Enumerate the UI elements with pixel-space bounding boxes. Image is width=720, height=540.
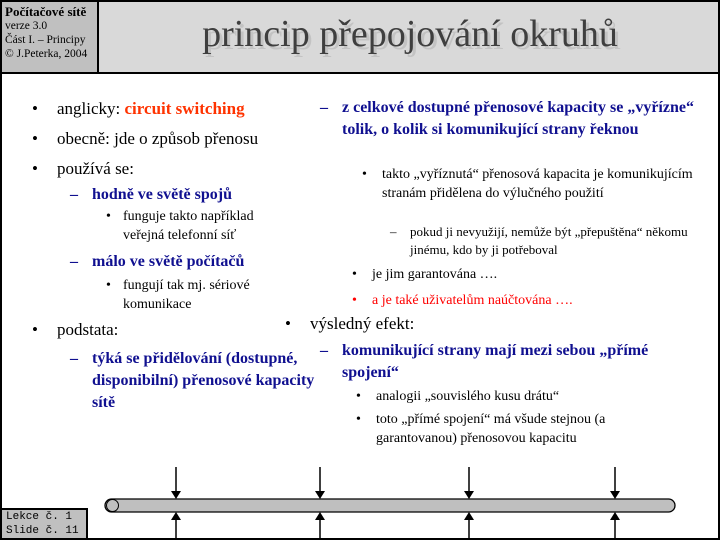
dash-icon: – — [70, 186, 78, 203]
down-arrow-head-icon — [610, 491, 620, 499]
dash-tyka-se-pridelovani — [70, 348, 327, 414]
footer-box — [2, 508, 88, 540]
dash-malo-ve-svete-pocitacu — [70, 251, 300, 273]
bullet-naúctovana — [352, 291, 682, 310]
dash-icon: – — [320, 99, 328, 116]
item-text: analogii „souvislého kusu drátu“ — [376, 389, 560, 404]
item-text: komunikující strany mají mezi sebou „přímé spojení“ — [342, 342, 649, 381]
item-text: hodně ve světě spojů — [92, 186, 233, 203]
bullet-funguji-tak — [106, 276, 298, 314]
course-version: verze 3.0 — [5, 20, 48, 32]
dash-pokud-ji-nevyuziji — [390, 223, 705, 259]
bullet-pouziva-se — [32, 158, 292, 179]
bullet-icon: • — [32, 320, 38, 339]
dash-icon: – — [320, 342, 328, 359]
pipe — [105, 499, 675, 512]
bullet-icon: • — [285, 314, 291, 333]
bullet-icon: • — [362, 167, 367, 182]
bullet-icon: • — [356, 412, 361, 427]
bullet-obecne — [32, 128, 312, 149]
course-info-box — [2, 2, 99, 74]
bullet-analogii-dratu — [356, 387, 696, 406]
bullet-funguje-takto — [106, 207, 298, 245]
item-text: a je také uživatelům naúčtována …. — [372, 293, 573, 308]
footer-slide-number: Slide č. 11 — [6, 524, 79, 537]
bullet-icon: • — [32, 159, 38, 178]
item-text: anglicky: — [57, 99, 125, 118]
bullet-icon: • — [356, 389, 361, 404]
dash-icon: – — [390, 224, 397, 239]
bullet-icon: • — [32, 129, 38, 148]
item-text: pokud ji nevyužijí, nemůže být „přepuštěna“ někomu jinému, kdo by ji potřeboval — [410, 224, 688, 257]
header-band — [2, 2, 718, 74]
bullet-icon: • — [352, 267, 357, 282]
bullet-icon: • — [106, 278, 111, 293]
item-text: málo ve světě počítačů — [92, 253, 245, 270]
item-text: podstata: — [57, 320, 119, 339]
item-text: je jim garantována …. — [372, 267, 498, 282]
dash-icon: – — [70, 253, 78, 270]
dash-z-celkove-kapacity — [320, 97, 702, 141]
bullet-vysledny-efekt — [285, 313, 505, 334]
item-text: funguje takto například veřejná telefonní síť — [123, 209, 254, 243]
bullet-icon: • — [352, 293, 357, 308]
bullet-toto-prime-spojeni — [356, 410, 691, 448]
dash-hodne-ve-svete-spoju — [70, 184, 300, 206]
up-arrow-head-icon — [315, 512, 325, 520]
bullet-icon: • — [32, 99, 38, 118]
item-text: používá se: — [57, 159, 134, 178]
course-part: Část I. – Principy — [5, 34, 86, 46]
dash-prime-spojeni — [320, 340, 702, 384]
bullet-je-jim-garantovana — [352, 265, 652, 284]
course-title: Počítačové sítě — [5, 4, 87, 19]
capacity-pipe-diagram — [2, 460, 718, 540]
down-arrow-head-icon — [315, 491, 325, 499]
up-arrow-head-icon — [464, 512, 474, 520]
item-text: z celkové dostupné přenosové kapacity se „vyřízne“ tolik, o kolik si komunikující strany řeknou — [342, 99, 694, 138]
item-text: takto „vyříznutá“ přenosová kapacita je komunikujícím stranám přidělena do výlučného použití — [382, 167, 693, 201]
bullet-podstata — [32, 319, 232, 340]
bullet-anglicky — [32, 98, 302, 119]
bullet-takto-vyriznuta — [362, 165, 717, 203]
up-arrow-head-icon — [171, 512, 181, 520]
item-text: výsledný efekt: — [310, 314, 415, 333]
bullet-icon: • — [106, 209, 111, 224]
slide-title: princip přepojování okruhů — [202, 13, 618, 55]
up-arrow-head-icon — [610, 512, 620, 520]
footer-lecture: Lekce č. 1 — [6, 511, 73, 523]
down-arrow-head-icon — [464, 491, 474, 499]
down-arrow-head-icon — [171, 491, 181, 499]
dash-icon: – — [70, 350, 78, 367]
item-accent-text: circuit switching — [124, 99, 245, 118]
item-text: obecně: jde o způsob přenosu — [57, 129, 259, 148]
item-text: fungují tak mj. sériové komunikace — [123, 278, 250, 312]
item-text: týká se přidělování (dostupné, disponibilní) přenosové kapacity sítě — [92, 350, 315, 411]
item-text: toto „přímé spojení“ má všude stejnou (a garantovanou) přenosovou kapacitu — [376, 412, 606, 446]
course-copyright: © J.Peterka, 2004 — [5, 48, 88, 60]
